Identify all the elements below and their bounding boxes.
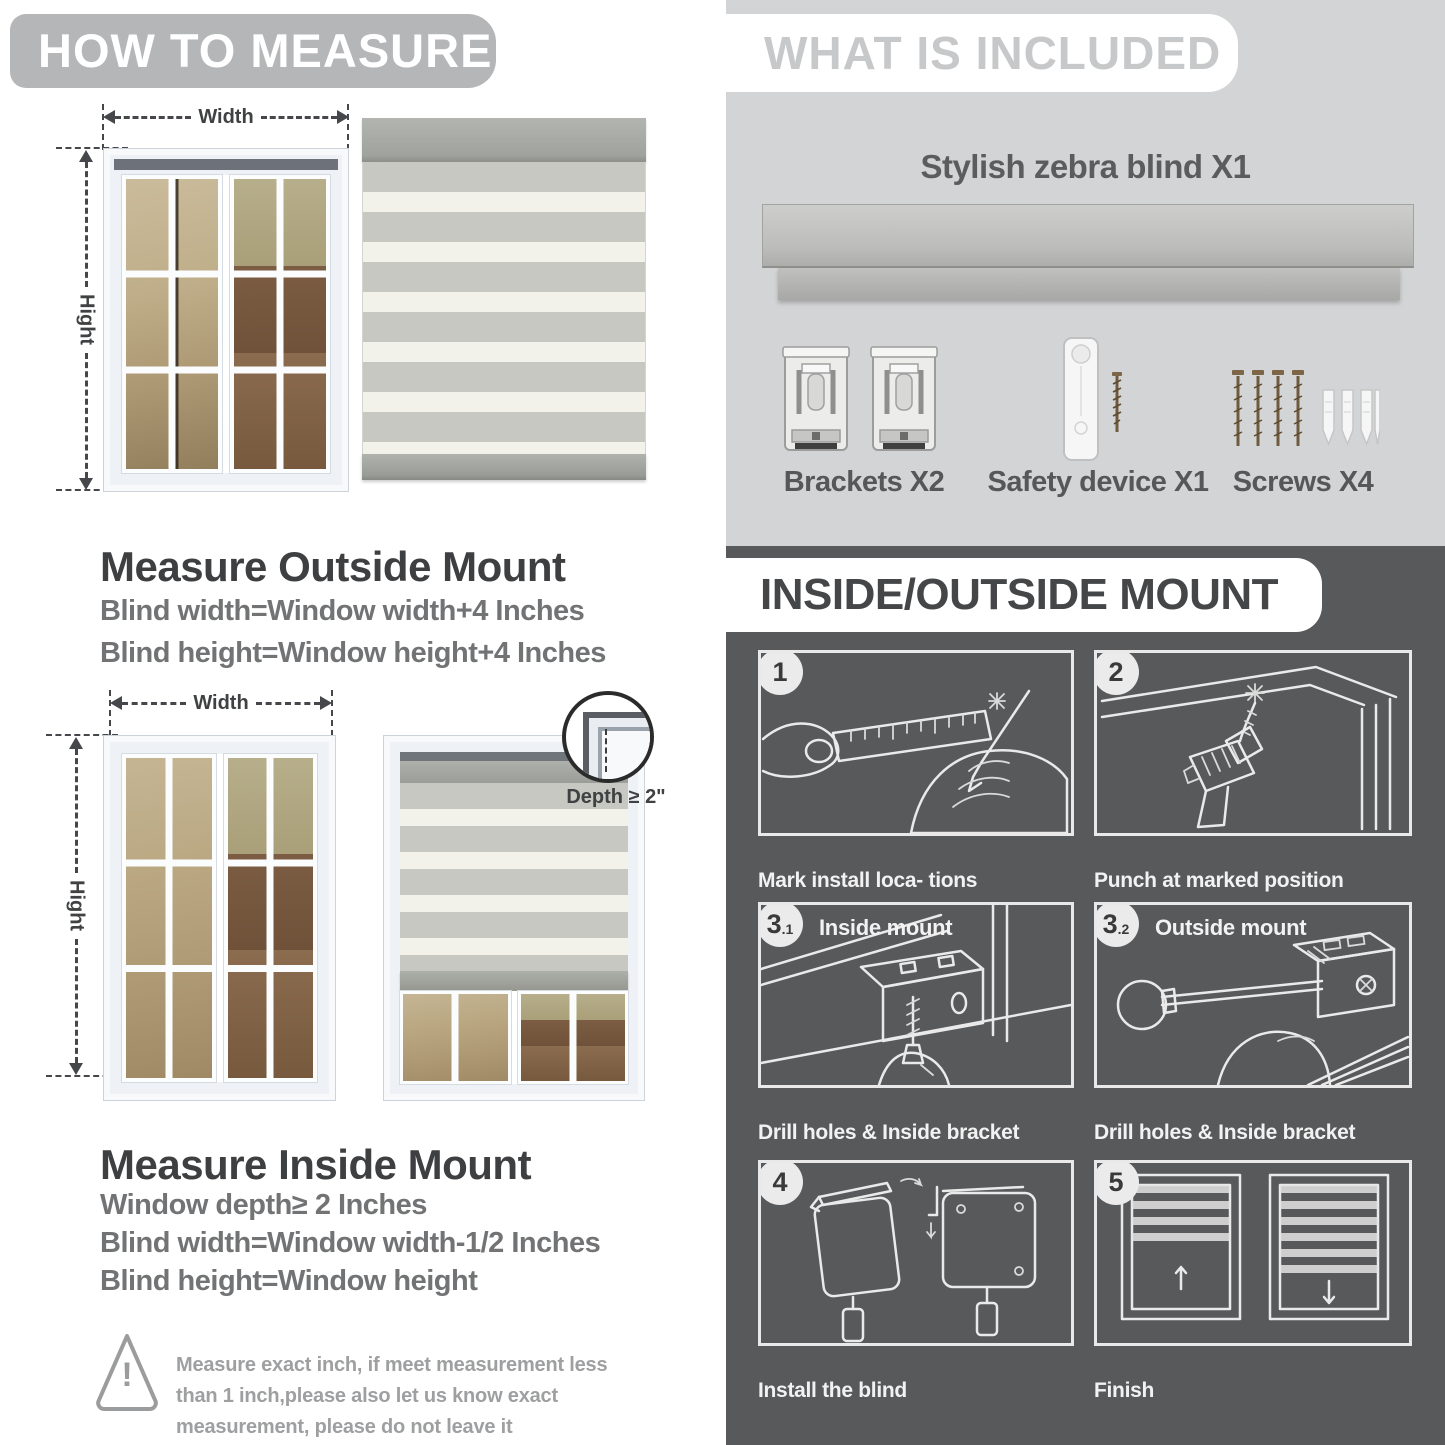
measure-tick [109,690,111,736]
blind-zebra-stripes [362,162,646,454]
height-arrow-inside [64,737,88,1075]
drill-illustration [1097,653,1409,833]
arrow-down-icon [69,1063,83,1075]
inside-mount-title: Measure Inside Mount [100,1140,532,1188]
window-door-right [230,175,330,473]
window-door-left [400,991,511,1084]
outside-mount-label: Outside mount [1155,915,1307,940]
window-doors [400,991,628,1084]
inside-mount-line: Blind height=Window height [100,1265,478,1297]
window-photo-inside [103,735,336,1101]
what-is-included-title: WHAT IS INCLUDED [764,27,1222,79]
brackets-label: Brackets X2 [783,466,945,498]
step-caption: Drill holes & Inside bracket [758,1121,1020,1144]
inside-mount-line: Window depth≥ 2 Inches [100,1189,427,1221]
screws-label: Screws X4 [1232,466,1374,498]
what-is-included-banner [726,14,1238,92]
step-caption: Finish [1094,1379,1155,1402]
step-caption: Mark install loca- tions [758,869,978,892]
blind-zebra-stripes [400,783,628,971]
step-panel-3-1 [758,902,1074,1088]
window-door-left [122,175,222,473]
step-number-badge: 2 [1094,650,1139,695]
window-door-left [122,754,216,1082]
window-doors [122,175,330,473]
inside-mount-line: Blind width=Window width-1/2 Inches [100,1227,601,1259]
step-panel-5 [1094,1160,1412,1346]
how-to-measure-title: HOW TO MEASURE [38,24,493,77]
arrow-up-icon [79,150,93,162]
arrow-left-icon [110,696,122,710]
step-panel-2 [1094,650,1412,836]
step-number-badge: 3 .2 [1094,902,1139,947]
step-panel-3-2 [1094,902,1412,1088]
blind-bottom-rail [400,971,628,991]
step-caption: Install the blind [758,1379,907,1402]
window-doors [122,754,317,1082]
how-to-measure-banner [10,14,496,88]
arrow-down-icon [79,478,93,490]
width-arrow-inside [110,692,332,714]
height-arrow-outside [74,150,98,490]
measure-tick [331,690,333,736]
step-number-badge: 5 [1094,1160,1139,1205]
outside-mount-line: Blind width=Window width+4 Inches [100,595,585,627]
how-to-measure-section [0,0,700,1445]
measure-tick [347,104,349,150]
step-panel-1 [758,650,1074,836]
brackets-icon [782,342,938,460]
depth-detail-magnifier-icon [562,691,654,783]
step-number-badge: 4 [758,1160,803,1205]
what-is-included-section [726,0,1445,546]
inside-outside-mount-title: INSIDE/OUTSIDE MOUNT [760,570,1279,619]
step-caption: Drill holes & Inside bracket [1094,1121,1356,1144]
measure-tick [102,104,104,150]
inside-outside-mount-section [726,546,1445,1445]
window-door-right [224,754,318,1082]
step-panel-4 [758,1160,1074,1346]
step-caption: Punch at marked position [1094,869,1344,892]
width-label: Width [198,105,254,128]
safety-device-icon [1062,336,1132,464]
outside-mount-title: Measure Outside Mount [100,542,566,590]
window-top-track [114,159,338,170]
blind-bottom-rail [362,454,646,480]
depth-label: Depth ≥ 2" [566,786,666,808]
finish-illustration [1097,1163,1409,1343]
inside-outside-mount-banner [726,558,1322,632]
safety-device-label: Safety device X1 [987,466,1209,498]
step-number-badge: 3 .1 [758,902,803,947]
arrow-up-icon [69,737,83,749]
height-label: Hight [65,880,88,932]
install-blind-illustration [761,1163,1071,1343]
mark-location-illustration [761,653,1071,833]
window-door-right [518,991,629,1084]
inside-mount-label: Inside mount [819,915,953,940]
warning-text: Measure exact inch, if meet measurement less than 1 inch,please also let us know exact measurement, please do not leave it [176,1354,608,1438]
outside-mount-line: Blind height=Window height+4 Inches [100,637,606,669]
width-arrow-outside [103,106,349,128]
zebra-blind-photo [362,118,646,480]
width-label: Width [193,691,249,714]
step-number-badge: 1 [758,650,803,695]
blind-cassette [362,118,646,162]
zebra-blind-headrail-photo [762,204,1414,300]
window-photo-outside [103,148,349,492]
arrow-left-icon [103,110,115,124]
screws-icon [1230,368,1380,456]
product-title: Stylish zebra blind X1 [920,148,1251,185]
warning-exclamation: ! [121,1356,133,1394]
height-label: Hight [75,294,98,346]
